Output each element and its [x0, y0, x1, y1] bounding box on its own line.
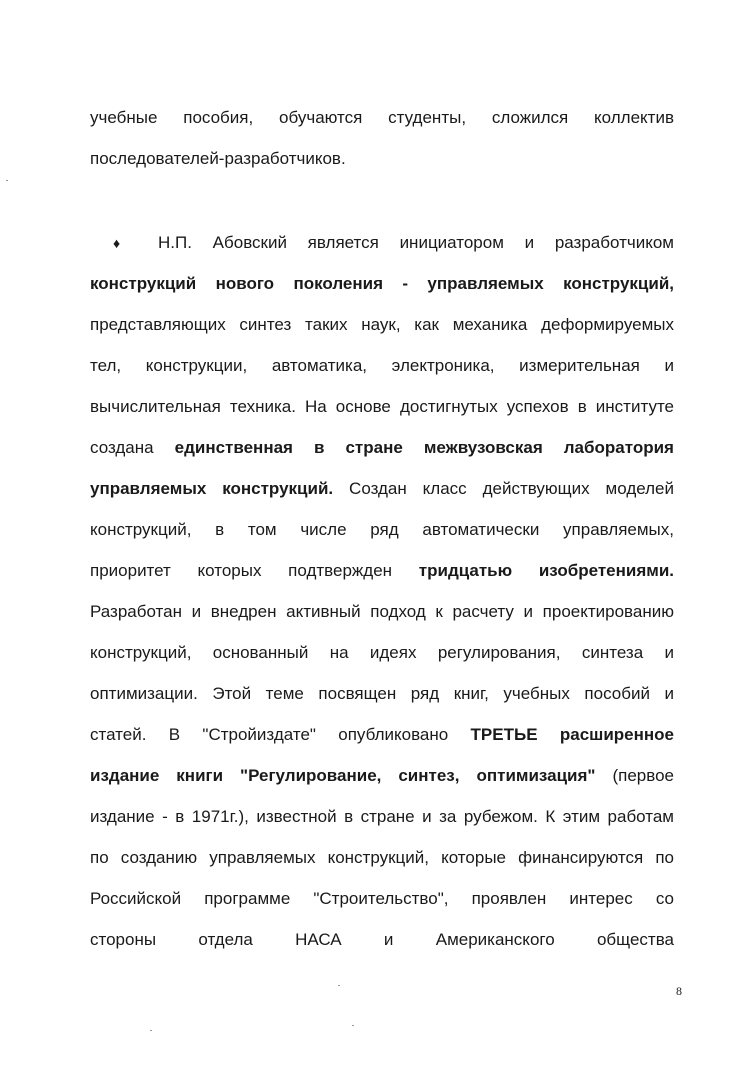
paragraph-2-line-9: [90, 561, 674, 581]
paragraph-2-line-13: [90, 725, 674, 745]
plain-text: Создан класс действующих моделей: [349, 479, 674, 498]
paragraph-2-line-5: вычислительная техника. На основе достигнутых успехов в институте: [90, 397, 674, 416]
plain-text: приоритет которых подтвержден: [90, 561, 393, 580]
paragraph-2-line-18: стороны отдела НАСА и Американского общества: [90, 930, 674, 949]
paragraph-2-line-6: [90, 438, 674, 458]
plain-text: (первое: [612, 766, 674, 785]
paragraph-2-line-10: Разработан и внедрен активный подход к расчету и проектированию: [90, 602, 674, 621]
paragraph-2-line-16: по созданию управляемых конструкций, которые финансируются по: [90, 848, 674, 867]
diamond-bullet-icon: ♦: [113, 235, 121, 251]
scan-speck: [338, 985, 340, 986]
paragraph-2-line-12: оптимизации. Этой теме посвящен ряд книг, учебных пособий и: [90, 684, 674, 703]
paragraph-2-line-15: издание - в 1971г.), известной в стране и за рубежом. К этим работам: [90, 807, 674, 826]
plain-text: статей. В "Стройиздате" опубликовано: [90, 725, 449, 744]
bold-text: конструкций нового поколения - управляемых конструкций,: [90, 274, 674, 293]
bold-text: ТРЕТЬЕ расширенное: [470, 725, 674, 744]
paragraph-2-line-4: тел, конструкции, автоматика, электроника, измерительная и: [90, 356, 674, 375]
paragraph-2-line-17: Российской программе "Строительство", проявлен интерес со: [90, 889, 674, 908]
bold-text: издание книги "Регулирование, синтез, оптимизация": [90, 766, 596, 785]
plain-text: создана: [90, 438, 154, 457]
paragraph-2-line-8: конструкций, в том числе ряд автоматически управляемых,: [90, 520, 674, 539]
paragraph-2-line-14: [90, 766, 674, 786]
paragraph-2-line-7: [90, 479, 674, 499]
paragraph-1-line-2: последователей-разработчиков.: [90, 149, 346, 168]
paragraph-2-line-3: представляющих синтез таких наук, как механика деформируемых: [90, 315, 674, 334]
bold-text: тридцатью изобретениями.: [418, 561, 674, 580]
bold-text: управляемых конструкций.: [90, 479, 334, 498]
paragraph-1-line-1: учебные пособия, обучаются студенты, сложился коллектив: [90, 108, 674, 127]
paragraph-2-line-1: Н.П. Абовский является инициатором и разработчиком: [158, 233, 674, 252]
paragraph-2-line-2: [90, 274, 674, 294]
scan-speck: [6, 180, 8, 181]
scan-speck: [352, 1025, 354, 1026]
bold-text: единственная в стране межвузовская лаборатория: [174, 438, 674, 457]
scan-speck: [150, 1030, 152, 1031]
page-number: 8: [676, 984, 682, 998]
paragraph-2-line-11: конструкций, основанный на идеях регулирования, синтеза и: [90, 643, 674, 662]
